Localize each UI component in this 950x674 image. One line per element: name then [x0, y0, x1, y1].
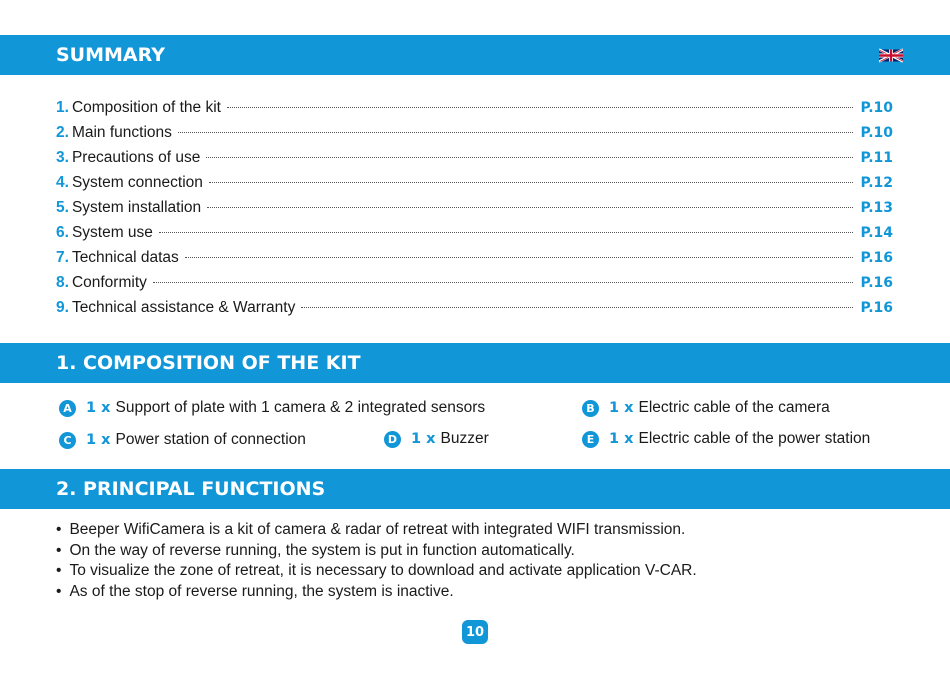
toc-number: 2. — [56, 124, 69, 141]
toc-number: 7. — [56, 249, 69, 266]
toc-number: 5. — [56, 199, 69, 216]
toc-number: 9. — [56, 299, 69, 316]
kit-item-a — [59, 399, 485, 417]
functions-section-header — [0, 469, 950, 509]
toc-leader — [159, 232, 853, 233]
toc-number: 1. — [56, 99, 69, 116]
function-bullet: • On the way of reverse running, the system is put in function automatically. — [56, 541, 697, 562]
toc-label: Precautions of use — [71, 149, 201, 166]
toc-leader — [206, 157, 853, 158]
toc-leader — [178, 132, 853, 133]
toc-entry[interactable] — [56, 223, 893, 248]
toc-number: 8. — [56, 274, 69, 291]
kit-quantity: 1 x — [411, 431, 436, 447]
kit-section-title: 1. COMPOSITION OF THE KIT — [56, 352, 361, 374]
functions-section-title: 2. PRINCIPAL FUNCTIONS — [56, 478, 326, 500]
toc-entry[interactable] — [56, 248, 893, 273]
toc-page: P.14 — [860, 225, 893, 241]
kit-letter-badge: B — [582, 400, 599, 417]
kit-letter-badge: D — [384, 431, 401, 448]
kit-quantity: 1 x — [86, 400, 111, 416]
table-of-contents — [56, 98, 893, 323]
kit-item-c — [59, 431, 306, 449]
toc-leader — [227, 107, 853, 108]
toc-number: 4. — [56, 174, 69, 191]
toc-entry[interactable] — [56, 298, 893, 323]
toc-page: P.16 — [860, 300, 893, 316]
toc-label: Technical datas — [71, 249, 179, 266]
toc-entry[interactable] — [56, 198, 893, 223]
kit-item-e — [582, 430, 870, 448]
kit-section-header — [0, 343, 950, 383]
toc-leader — [301, 307, 853, 308]
kit-item-label: Electric cable of the camera — [638, 399, 830, 416]
toc-label: System use — [71, 224, 153, 241]
toc-leader — [153, 282, 853, 283]
kit-letter-badge: A — [59, 400, 76, 417]
toc-label: Conformity — [71, 274, 147, 291]
function-bullet: • Beeper WifiCamera is a kit of camera & radar of retreat with integrated WIFI transmission. — [56, 520, 697, 541]
toc-number: 3. — [56, 149, 69, 166]
kit-quantity: 1 x — [609, 400, 634, 416]
kit-letter-badge: C — [59, 432, 76, 449]
toc-leader — [207, 207, 853, 208]
kit-letter-badge: E — [582, 431, 599, 448]
kit-item-label: Electric cable of the power station — [638, 430, 871, 447]
toc-entry[interactable] — [56, 173, 893, 198]
kit-item-b — [582, 399, 830, 417]
toc-label: Technical assistance & Warranty — [71, 299, 296, 316]
toc-page: P.16 — [860, 275, 893, 291]
kit-quantity: 1 x — [86, 432, 111, 448]
kit-item-label: Support of plate with 1 camera & 2 integrated sensors — [115, 399, 486, 416]
toc-page: P.12 — [860, 175, 893, 191]
toc-page: P.10 — [860, 125, 893, 141]
toc-number: 6. — [56, 224, 69, 241]
toc-leader — [209, 182, 853, 183]
toc-page: P.16 — [860, 250, 893, 266]
kit-item-label: Power station of connection — [115, 431, 306, 448]
toc-page: P.11 — [860, 150, 893, 166]
toc-page: P.10 — [860, 100, 893, 116]
toc-entry[interactable] — [56, 98, 893, 123]
toc-entry[interactable] — [56, 148, 893, 173]
function-bullet: • As of the stop of reverse running, the system is inactive. — [56, 582, 697, 603]
toc-entry[interactable] — [56, 123, 893, 148]
toc-label: Main functions — [71, 124, 172, 141]
toc-label: System connection — [71, 174, 203, 191]
kit-quantity: 1 x — [609, 431, 634, 447]
toc-page: P.13 — [860, 200, 893, 216]
toc-entry[interactable] — [56, 273, 893, 298]
uk-flag-icon[interactable] — [879, 47, 903, 64]
kit-item-d — [384, 430, 489, 448]
page-number: 10 — [462, 620, 488, 644]
toc-label: System installation — [71, 199, 202, 216]
functions-list — [56, 520, 697, 602]
toc-label: Composition of the kit — [71, 99, 221, 116]
kit-item-label: Buzzer — [440, 430, 489, 447]
toc-leader — [185, 257, 853, 258]
function-bullet: • To visualize the zone of retreat, it is necessary to download and activate application V-CAR. — [56, 561, 697, 582]
summary-title: SUMMARY — [56, 44, 165, 66]
summary-header — [0, 35, 950, 75]
